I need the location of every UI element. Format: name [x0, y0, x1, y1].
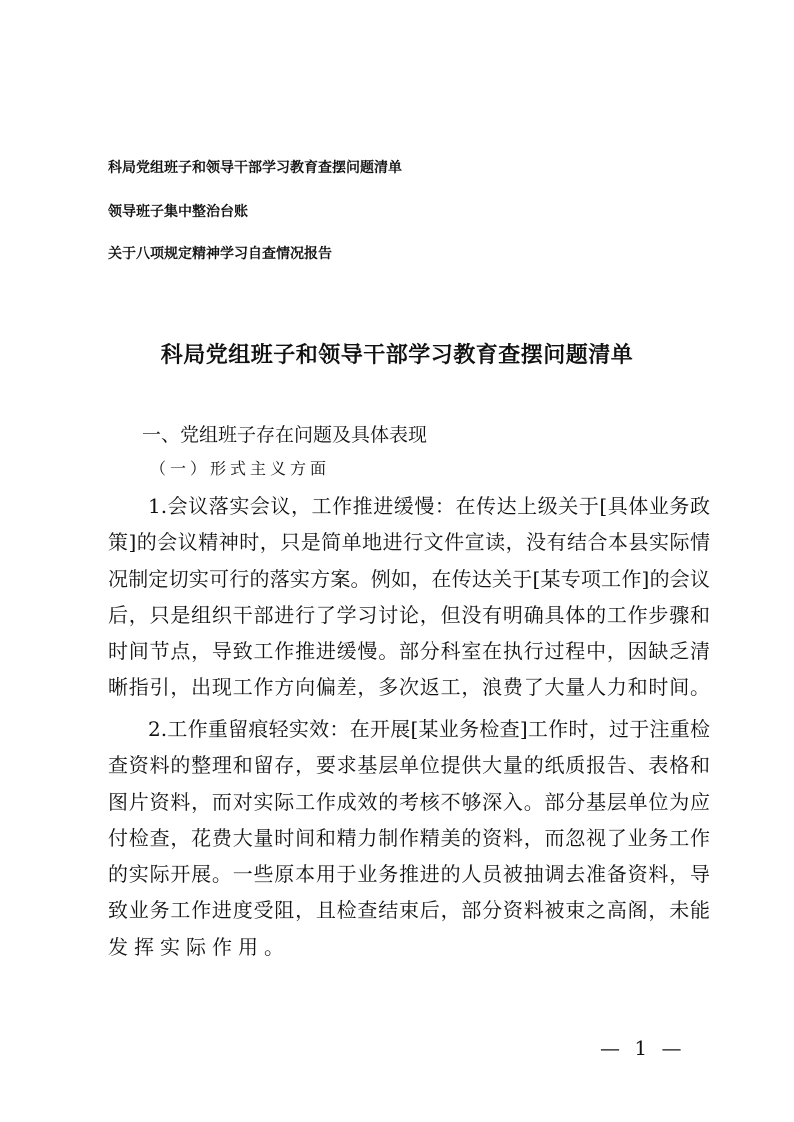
page-number: — 1 — — [600, 1036, 686, 1060]
section-heading: 一、党组班子存在问题及具体表现 — [142, 424, 428, 446]
toc-item-problem-list[interactable]: 科局党组班子和领导干部学习教育查摆问题清单 — [108, 160, 402, 176]
paragraph-line: 1.会议落实会议，工作推进缓慢：在传达上级关于[具体业务政 — [148, 494, 710, 518]
paragraph-line: 况制定切实可行的落实方案。例如，在传达关于[某专项工作]的会议 — [108, 566, 710, 591]
paragraph-line: 2.工作重留痕轻实效：在开展[某业务检查]工作时，过于注重检 — [148, 717, 710, 741]
toc-item-rectification-ledger[interactable]: 领导班子集中整治台账 — [108, 204, 248, 220]
paragraph-line: 查资料的整理和留存，要求基层单位提供大量的纸质报告、表格和 — [108, 753, 710, 778]
paragraph-line: 付检查，花费大量时间和精力制作精美的资料，而忽视了业务工作 — [108, 825, 710, 850]
paragraph-line: 时间节点，导致工作推进缓慢。部分科室在执行过程中，因缺乏清 — [108, 639, 710, 664]
toc-item-self-inspection-report[interactable]: 关于八项规定精神学习自查情况报告 — [108, 246, 332, 262]
paragraph-line: 致业务工作进度受阻，且检查结束后，部分资料被束之高阁，未能 — [108, 898, 710, 923]
document-title: 科局党组班子和领导干部学习教育查摆问题清单 — [160, 343, 634, 368]
paragraph-2 — [108, 711, 710, 965]
paragraph-line: 后，只是组织干部进行了学习讨论，但没有明确具体的工作步骤和 — [108, 602, 710, 627]
subsection-heading: （一）形式主义方面 — [150, 459, 331, 478]
paragraph-line: 图片资料，而对实际工作成效的考核不够深入。部分基层单位为应 — [108, 789, 710, 814]
paragraph-line: 晰指引，出现工作方向偏差，多次返工，浪费了大量人力和时间。 — [108, 675, 710, 700]
paragraph-line: 的实际开展。一些原本用于业务推进的人员被抽调去准备资料，导 — [108, 862, 710, 887]
paragraph-line: 策]的会议精神时，只是简单地进行文件宣读，没有结合本县实际情 — [108, 530, 710, 555]
paragraph-line: 发挥实际作用。 — [108, 934, 290, 959]
paragraph-1 — [108, 488, 710, 706]
